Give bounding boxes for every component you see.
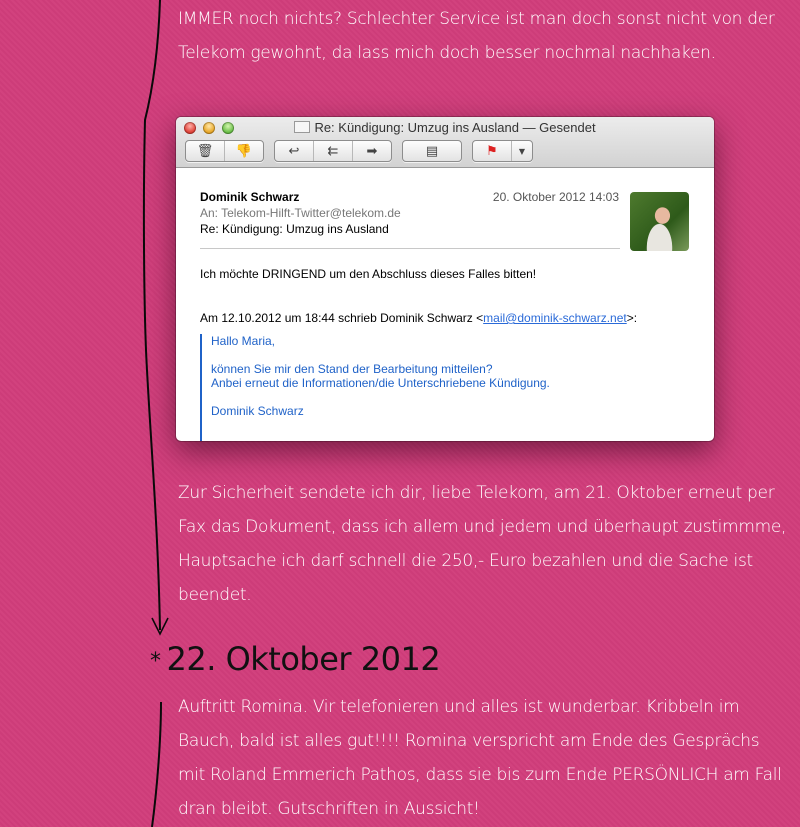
- quote-line: Anbei erneut die Informationen/die Unterschriebene Kündigung.: [211, 376, 550, 390]
- envelope-icon: [294, 121, 310, 133]
- reply-all-icon: ⇇: [327, 143, 339, 159]
- delete-button[interactable]: [186, 141, 225, 161]
- date-heading: * 22. Oktober 2012: [150, 640, 441, 678]
- quote-greeting: Hallo Maria,: [211, 334, 276, 348]
- mail-window: [176, 117, 714, 441]
- junk-button[interactable]: [225, 141, 263, 161]
- reply-all-button[interactable]: [314, 141, 353, 161]
- reply-button[interactable]: [275, 141, 314, 161]
- window-titlebar: [176, 117, 714, 168]
- sender-name: Dominik Schwarz: [200, 190, 300, 204]
- thumbs-down-icon: 👎: [235, 143, 253, 159]
- paragraph-3: Auftritt Romina. Vir telefonieren und alles ist wunderbar. Kribbeln im Bauch, bald ist alles gut!!!! Romina verspricht am Ende des Gesprächs mit Roland Emmerich Pathos, dass sie bis zum Ende PERSÖNLICH am Fall dran bleibt. Gutschriften in Aussicht!: [178, 697, 782, 819]
- asterisk-icon: *: [150, 648, 161, 674]
- chevron-down-icon: ▼: [518, 146, 526, 156]
- mail-body-text: Ich möchte DRINGEND um den Abschluss dieses Falles bitten!: [200, 267, 537, 281]
- mail-date: 20. Oktober 2012 14:03: [492, 190, 619, 204]
- printer-icon: ▤: [425, 143, 439, 159]
- email-link[interactable]: mail@dominik-schwarz.net: [483, 311, 627, 325]
- quote-line: können Sie mir den Stand der Bearbeitung mitteilen?: [211, 362, 493, 376]
- paragraph-1: IMMER noch nichts? Schlechter Service ist man doch sonst nicht von der Telekom gewohnt, da lass mich doch besser nochmal nachhaken.: [178, 9, 775, 63]
- forward-button[interactable]: [353, 141, 391, 161]
- window-title: Re: Kündigung: Umzug ins Ausland — Gesendet: [176, 120, 714, 135]
- header-divider: [200, 248, 620, 249]
- flag-menu-button[interactable]: [512, 141, 532, 161]
- mail-subject: Re: Kündigung: Umzug ins Ausland: [200, 222, 389, 236]
- quote-intro: Am 12.10.2012 um 18:44 schrieb Dominik Schwarz <mail@dominik-schwarz.net>:: [200, 311, 638, 325]
- mail-toolbar: [185, 140, 533, 162]
- flag-button[interactable]: [473, 141, 512, 161]
- paragraph-2: Zur Sicherheit sendete ich dir, liebe Telekom, am 21. Oktober erneut per Fax das Dokument, dass ich allem und jedem und überhaupt zustimmme, Hauptsache ich darf schnell die 250,- Euro bezahlen und die Sache ist beendet.: [178, 483, 787, 605]
- print-button[interactable]: [403, 141, 461, 161]
- quote-signature: Dominik Schwarz: [211, 404, 304, 418]
- flag-icon: ⚑: [486, 143, 498, 159]
- reply-icon: ↩: [288, 143, 300, 159]
- arrow-down-icon: [152, 618, 168, 634]
- forward-icon: ➡: [366, 143, 378, 159]
- avatar: [630, 192, 689, 251]
- quoted-message: [200, 334, 550, 441]
- trash-icon: 🗑: [196, 143, 214, 159]
- recipient: An: Telekom-Hilft-Twitter@telekom.de: [200, 206, 401, 220]
